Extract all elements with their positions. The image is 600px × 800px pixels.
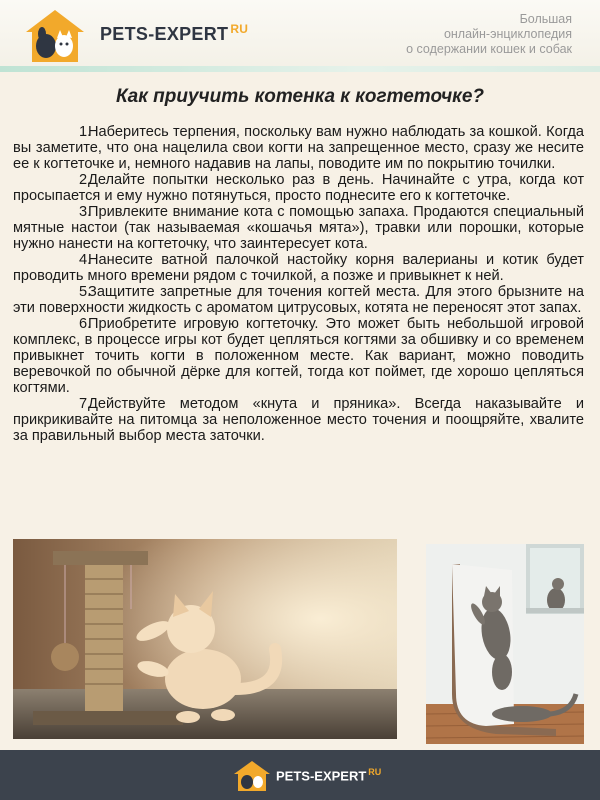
tagline-line: о содержании кошек и собак — [406, 42, 572, 56]
cat-photo-illustration — [426, 544, 584, 744]
tip-paragraph — [13, 124, 584, 172]
tip-text: Приобретите игровую когтеточку. Это может быть небольшой игровой комплекс, в процессе игры кот будет цепляться когтями за обшивку и со временем привыкнет точить когти в положенном месте. Как вариант, можно поводить веревочкой по обычной дёрке для когтей, тогда кот поймет, где хорошо цепляться когтями. — [13, 316, 584, 396]
brand-suffix: RU — [230, 22, 249, 36]
kitten-scratching-post-photo — [13, 539, 397, 739]
tip-text: Привлеките внимание кота с помощью запаха. Продаются специальный мятные настои (так называемая «кошачья мята»), травки или порошки, которые нужно нанести на когтеточку, что заинтересует кота. — [13, 204, 584, 252]
tip-number: 7. — [79, 396, 92, 412]
header-stripe — [0, 66, 600, 72]
tip-text: Делайте попытки несколько раз в день. Начинайте с утра, когда кот просыпается и ему нужно потянуться, просто поднесите его к когтеточке. — [13, 172, 584, 204]
tip-number: 5. — [79, 284, 92, 300]
article-title: Как приучить котенка к когтеточке? — [116, 86, 484, 107]
dog-cat-logo-icon[interactable] — [22, 8, 88, 64]
tip-number: 4. — [79, 252, 92, 268]
site-footer — [0, 750, 600, 800]
tip-text: Нанесите ватной палочкой настойку корня валерианы и котик будет проводить много времени рядом с точилкой, а позже и привыкнет к ней. — [13, 252, 584, 284]
tip-text: Действуйте методом «кнута и пряника». Всегда наказывайте и прикрикивайте на питомца за неположенное место точения и поощряйте, хвалите за правильный выбор места заточки. — [13, 396, 584, 444]
tip-paragraph — [13, 204, 584, 252]
brand-name: PETS-EXPERT — [100, 24, 229, 44]
footer-brand-text[interactable] — [276, 767, 381, 783]
tip-number: 3. — [79, 204, 92, 220]
tip-paragraph — [13, 396, 584, 444]
dog-cat-logo-icon[interactable] — [232, 760, 272, 792]
tip-paragraph — [13, 284, 584, 316]
tip-number: 6. — [79, 316, 92, 332]
tagline-line: Большая — [519, 12, 572, 26]
tip-text: Защитите запретные для точения когтей места. Для этого брызните на эти поверхности жидкость с ароматом цитрусовых, котята не переносят этот запах. — [13, 284, 584, 316]
tip-text: Наберитесь терпения, поскольку вам нужно наблюдать за кошкой. Когда вы заметите, что она нацелила свои когти на запрещенное место, сразу же несите ее к когтеточке и, немного надавив на лапы, поводите им по покрытию точилки. — [13, 124, 584, 172]
brand-logo-text[interactable] — [100, 22, 248, 45]
cat-wall-scratcher-photo — [426, 544, 584, 744]
tip-paragraph — [13, 252, 584, 284]
tip-paragraph — [13, 316, 584, 396]
article-body — [13, 124, 584, 444]
site-tagline — [406, 12, 572, 57]
kitten-photo-illustration — [13, 539, 397, 739]
tip-paragraph — [13, 172, 584, 204]
tagline-line: онлайн-энциклопедия — [443, 27, 572, 41]
tip-number: 1. — [79, 124, 92, 140]
footer-brand-suffix: RU — [368, 767, 382, 777]
site-header — [0, 0, 600, 72]
footer-brand-name: PETS-EXPERT — [276, 768, 367, 784]
tip-number: 2. — [79, 172, 92, 188]
